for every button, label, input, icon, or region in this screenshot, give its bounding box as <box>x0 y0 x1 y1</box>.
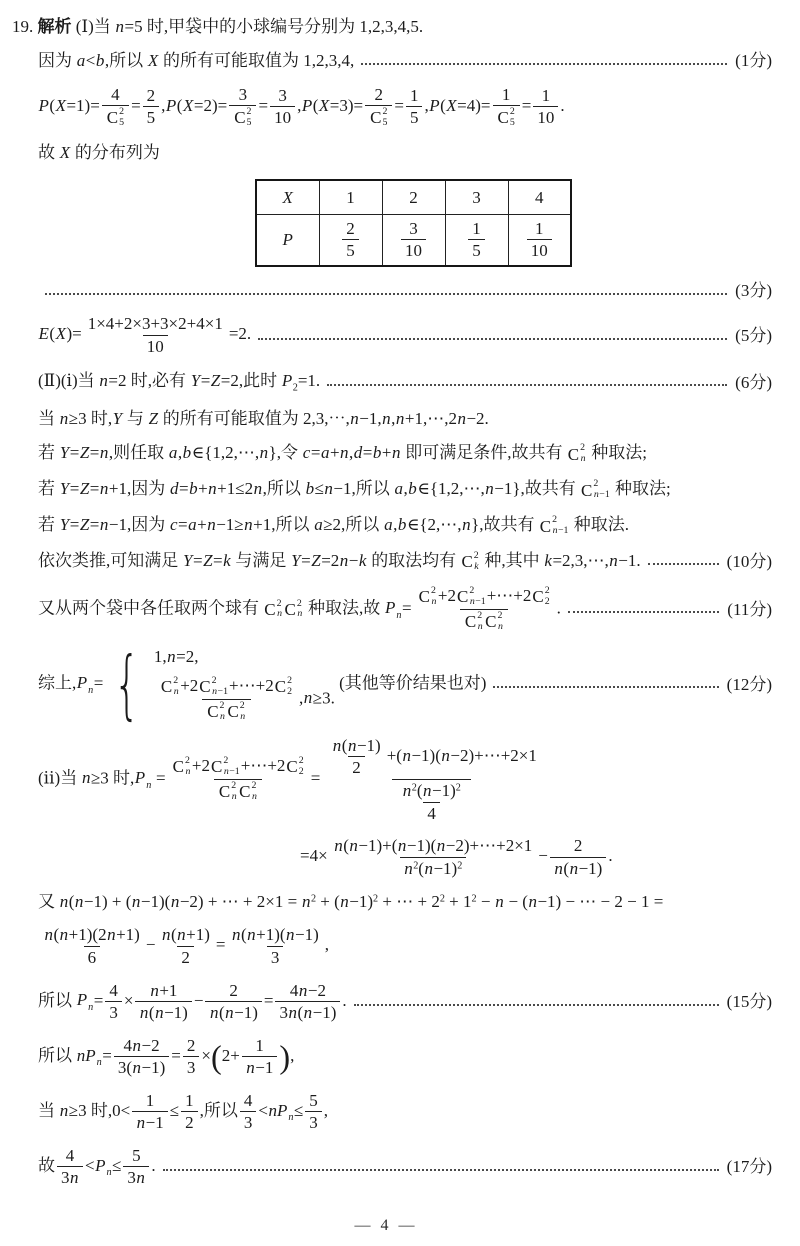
combination-symbol: C 2 n−1 <box>456 585 486 607</box>
combination-symbol: C 2 n <box>160 675 179 698</box>
score-label: (10分) <box>726 551 772 571</box>
step-npn-bounds <box>0 1091 772 1133</box>
math-content: 又从两个袋中各任取两个球有 C 2 n C 2 n 种取法,故 $P_n=$ C 2 n +2 C 2 n−1 +⋯+2 C 2 2 C 2 n C 2 n . <box>38 585 561 632</box>
score-label: (17分) <box>726 1157 772 1177</box>
fraction: $\frac{n(n-1)}{2}$ <box>332 735 381 778</box>
dotted-leader <box>361 63 727 65</box>
step-distribution-caption <box>0 142 772 163</box>
step-part2-i <box>0 370 772 395</box>
score-label: (5分) <box>735 325 772 345</box>
fraction: $\frac{1}{5}$ <box>406 86 423 128</box>
math-content: 综上$,P_n=$ { 1,n=2, C 2 n +2 C 2 n−1 +⋯+2 C 2 2 C 2 n C 2 n ,n≥3. (其他等价结果也对) <box>38 640 487 728</box>
step-pn-closed-form <box>0 981 772 1023</box>
table-cell: X <box>256 180 319 214</box>
table-row <box>256 180 571 214</box>
math-content: 当 n≥3 时,0< $\frac{1}{n-1}$ ≤ $\frac{1}{2}$ ,所以 $\frac{4}{3}$ $<nP_n\le$ $\frac{5}{3}$ , <box>38 1090 329 1133</box>
combination-symbol: C 2 n−1 <box>581 478 610 501</box>
fraction: $\frac{1}{5}$ <box>468 219 485 261</box>
step-x-values <box>0 50 772 71</box>
math-content: 若 Y=Z=n+1,因为 d=b+n+1≤2n,所以 b≤n−1,所以 a,b∈{1,2,⋯,n−1},故共有 C 2 n−1 种取法; <box>38 478 671 501</box>
fraction: $\frac{4}{3}$ <box>105 981 122 1023</box>
step-case-n-minus-1 <box>0 514 772 537</box>
table-row <box>256 214 571 266</box>
subscript: n <box>96 1057 102 1069</box>
combination-symbol: C 2 n <box>207 700 225 723</box>
dotted-leader <box>493 686 718 688</box>
subscript: n <box>146 779 152 791</box>
step-simplify <box>0 836 772 878</box>
fraction: $\frac{2}{3}$ <box>183 1036 200 1078</box>
dotted-leader <box>354 1004 719 1006</box>
table-cell: 2 <box>382 180 445 214</box>
fraction: $\frac{4}{3n}$ <box>57 1146 83 1188</box>
subscript: 2 <box>292 382 298 394</box>
math-content: =4× $\frac{n(n-1)+(n-1)(n-2)+\cdots+2\times 1}{n^2(n-1)^2}$ − $\frac{2}{n(n-1)}$ . <box>300 836 613 878</box>
subscript: n <box>288 1112 294 1124</box>
fraction: C 2 n +2 C 2 n−1 +⋯+2 C 2 2 C 2 n C 2 n <box>172 755 304 803</box>
combination-symbol: C 2 2 <box>286 755 304 778</box>
fraction: $\frac{2}{n(n-1)}$ <box>205 981 261 1023</box>
combination-symbol: C 2 5 <box>106 106 125 129</box>
step-part1-intro <box>0 16 772 37</box>
combination-symbol: C 2 n <box>567 442 586 465</box>
fraction: $\frac{1}{n-1}$ <box>242 1036 278 1078</box>
score-label: (6分) <box>735 372 772 392</box>
fraction: $\frac{2}{5}$ <box>342 219 359 261</box>
combination-symbol: C 2 n <box>172 755 191 778</box>
superscript: 2 <box>457 860 463 872</box>
fraction: $\frac{n(n-1)}{2}$ +(n−1)(n−2)+⋯+2×1 $\frac{n^2(n-1)^2}{4}$ <box>322 736 541 823</box>
math-content: E(X)= $\frac{1\times 4+2\times 3+3\times 2+4\times 1}{10}$ =2. <box>38 314 252 357</box>
fraction: $\frac{2}{5}$ <box>143 86 160 128</box>
superscript: 2 <box>413 860 419 872</box>
combination-symbol: C 2 n−1 <box>210 755 240 778</box>
table-cell <box>319 214 382 266</box>
dotted-leader <box>163 1169 719 1171</box>
combination-symbol: C 2 n−1 <box>539 514 569 537</box>
fraction: $\frac{n+1}{n(n-1)}$ <box>135 981 191 1023</box>
combination-symbol: C 2 n <box>227 700 246 723</box>
step-yz-values <box>0 408 772 429</box>
math-content: (ⅱ)当 n≥3 时$,P_n$ = C 2 n +2 C 2 n−1 +⋯+2 C 2 2 C 2 n C 2 n = $\frac{n(n-1)}{2}$ +(n−1)(n−2)+⋯+2×1 $\frac{n^2(n-1)^2}{4}$ <box>38 736 543 823</box>
dotted-leader <box>258 338 727 340</box>
score-label: (15分) <box>726 991 772 1011</box>
subscript: n <box>106 1167 112 1179</box>
subscript: n <box>88 1002 94 1014</box>
dotted-leader <box>45 293 727 295</box>
fraction: $\frac{5}{3n}$ <box>123 1146 149 1188</box>
step-probabilities <box>0 85 772 129</box>
step-sum-identity <box>0 891 772 912</box>
step-case-n-plus-1 <box>0 478 772 501</box>
math-content: 所以 $nP_n=$ $\frac{4n-2}{3(n-1)}$ = $\frac{2}{3}$ × ( 2+ $\frac{1}{n-1}$ ) , <box>38 1035 295 1078</box>
step-score-3 <box>0 280 772 301</box>
table-cell: 4 <box>508 180 571 214</box>
fraction: C 2 n +2 C 2 n−1 +⋯+2 C 2 2 C 2 n C 2 n <box>160 675 292 723</box>
big-parentheses: ( 2+ $\frac{1}{n-1}$ ) <box>210 1035 291 1078</box>
dotted-leader <box>568 611 719 613</box>
score-label: (12分) <box>726 674 772 694</box>
combination-symbol: C 2 n <box>485 610 503 632</box>
step-pn-cases <box>0 640 772 728</box>
fraction: $\frac{2}{n(n-1)}$ <box>550 836 606 878</box>
fraction: $\frac{1}{10}$ <box>527 219 552 261</box>
score-label: (1分) <box>735 51 772 71</box>
combination-symbol: C 2 n <box>218 780 237 803</box>
solution-body <box>0 16 772 1188</box>
distribution-table <box>255 179 572 267</box>
bold-text: 解析 <box>37 17 72 36</box>
table-cell <box>382 214 445 266</box>
math-content: 若 Y=Z=n,则任取 a,b∈{1,2,⋯,n},令 c=a+n,d=b+n 即可满足条件,故共有 C 2 n 种取法; <box>38 442 647 465</box>
dotted-leader <box>648 563 719 565</box>
fraction: $\frac{5}{3}$ <box>305 1091 322 1133</box>
fraction: $\frac{4}{3}$ <box>240 1091 257 1133</box>
score-label: (3分) <box>735 281 772 301</box>
subscript: n <box>88 684 94 696</box>
fraction: $\frac{n(n+1)(2n+1)}{6}$ <box>44 925 140 967</box>
superscript: 2 <box>373 893 379 905</box>
fraction: $\frac{n^2(n-1)^2}{4}$ <box>402 781 461 823</box>
fraction: 1 C 2 5 <box>493 85 520 129</box>
math-content: 因为 a<b,所以 X 的所有可能取值为 1,2,3,4, <box>38 51 355 71</box>
math-content: 依次类推,可知满足 Y=Z=k 与满足 Y=Z=2n−k 的取法均有 C 2 k 种,其中 k=2,3,⋯,n−1. <box>38 550 641 573</box>
step-sum-result <box>0 925 772 967</box>
math-content: 19. 解析 (Ⅰ)当 n=5 时,甲袋中的小球编号分别为 1,2,3,4,5. <box>12 17 424 36</box>
combination-symbol: C 2 n <box>464 610 483 632</box>
table-cell <box>445 214 508 266</box>
combination-symbol: C 2 k <box>461 550 479 573</box>
fraction: 3 C 2 5 <box>229 85 256 129</box>
step-case-n <box>0 442 772 465</box>
combination-symbol: C 2 n−1 <box>199 675 229 698</box>
math-content: $\frac{n(n+1)(2n+1)}{6}$ − $\frac{n(n+1)}{2}$ = $\frac{n(n+1)(n-1)}{3}$ , <box>38 925 329 967</box>
combination-symbol: C 2 n <box>284 597 303 620</box>
fraction: $\frac{4n-2}{3(n-1)}$ <box>114 1036 169 1078</box>
table-cell <box>508 214 571 266</box>
math-content: P(X=1)= 4 C 2 5 = $\frac{2}{5}$ ,P(X=2)= 3 C 2 5 = $\frac{3}{10}$ ,P(X=3)= 2 C 2 5 = $\frac{1}{5}$ ,P(X=4)= 1 C 2 5 = $\frac{1}{10}$ . <box>38 84 565 129</box>
step-pn-formula <box>0 586 772 633</box>
solution-sheet <box>0 16 772 1236</box>
superscript: 2 <box>455 782 461 794</box>
cases-brace: { 1,n=2, C 2 n +2 C 2 n−1 +⋯+2 C 2 2 C 2 n C 2 n ,n≥3. <box>114 640 335 728</box>
math-content: 又 n(n−1) + (n−1)(n−2) + ⋯ + $2\times 1 = n^2 + (n-1)^2$ + ⋯ + $2^2 + 1^2 - n - (n-1)$ − ⋯ − 2 − 1 = <box>38 892 664 912</box>
combination-symbol: C 2 2 <box>532 585 550 607</box>
combination-symbol: C 2 5 <box>234 106 252 129</box>
math-content: 当 n≥3 时,Y 与 Z 的所有可能取值为 2,3,⋯,n−1,n,n+1,⋯,2n−2. <box>38 408 489 428</box>
table-cell: 1 <box>319 180 382 214</box>
fraction: 2 C 2 5 <box>365 85 392 129</box>
distribution-table-wrap <box>255 179 772 267</box>
fraction: C 2 n +2 C 2 n−1 +⋯+2 C 2 2 C 2 n C 2 n <box>418 585 550 632</box>
math-content: 若 Y=Z=n−1,因为 c=a+n−1≥n+1,所以 a≥2,所以 a,b∈{2,⋯,n},故共有 C 2 n−1 种取法. <box>38 514 629 537</box>
fraction: $\frac{1\times 4+2\times 3+3\times 2+4\times 1}{10}$ <box>87 314 223 357</box>
step-part2-ii <box>0 736 772 823</box>
page-number-footer: — 4 — <box>354 1216 418 1234</box>
math-content: 故 $\frac{4}{3n}$ $<P_n\le$ $\frac{5}{3n}$ . <box>38 1145 156 1188</box>
fraction: 4 C 2 5 <box>102 85 129 129</box>
fraction: $\frac{n(n-1)+(n-1)(n-2)+\cdots+2\times 1}{n^2(n-1)^2}$ <box>334 836 533 878</box>
superscript: 2 <box>471 893 477 905</box>
combination-symbol: C 2 2 <box>274 675 292 698</box>
math-content: 故 X 的分布列为 <box>38 142 160 162</box>
fraction: $\frac{3}{10}$ <box>401 219 426 261</box>
score-label: (11分) <box>727 599 772 619</box>
subscript: n <box>396 609 402 621</box>
step-expectation <box>0 314 772 356</box>
combination-symbol: C 2 5 <box>370 106 388 129</box>
combination-symbol: C 2 5 <box>497 106 515 129</box>
dotted-leader <box>327 384 727 386</box>
fraction: $\frac{4n-2}{3n(n-1)}$ <box>275 981 340 1023</box>
step-npn <box>0 1036 772 1078</box>
superscript: 2 <box>310 893 317 905</box>
fraction: $\frac{1}{2}$ <box>181 1091 198 1133</box>
step-final-bounds <box>0 1146 772 1188</box>
math-content: (Ⅱ)(ⅰ)当 n=2 时,必有 Y=Z=2,此时 $P_2=1$. <box>38 370 321 394</box>
table-cell: P <box>256 214 319 266</box>
fraction: $\frac{n(n+1)}{2}$ <box>161 925 210 967</box>
combination-symbol: C 2 n <box>239 780 257 803</box>
fraction: $\frac{1}{10}$ <box>533 86 558 128</box>
fraction: $\frac{3}{10}$ <box>270 86 295 128</box>
superscript: 2 <box>411 782 417 794</box>
combination-symbol: C 2 n <box>264 597 283 620</box>
step-induction <box>0 550 772 573</box>
fraction: $\frac{n(n+1)(n-1)}{3}$ <box>231 925 319 967</box>
superscript: 2 <box>439 893 445 905</box>
math-content: 所以 $P_n=$ $\frac{4}{3}$ × $\frac{n+1}{n(n-1)}$ − $\frac{2}{n(n-1)}$ = $\frac{4n-2}{3n(n-1)}$ . <box>38 980 347 1023</box>
fraction: $\frac{1}{n-1}$ <box>132 1091 168 1133</box>
table-cell: 3 <box>445 180 508 214</box>
combination-symbol: C 2 n <box>418 585 437 607</box>
